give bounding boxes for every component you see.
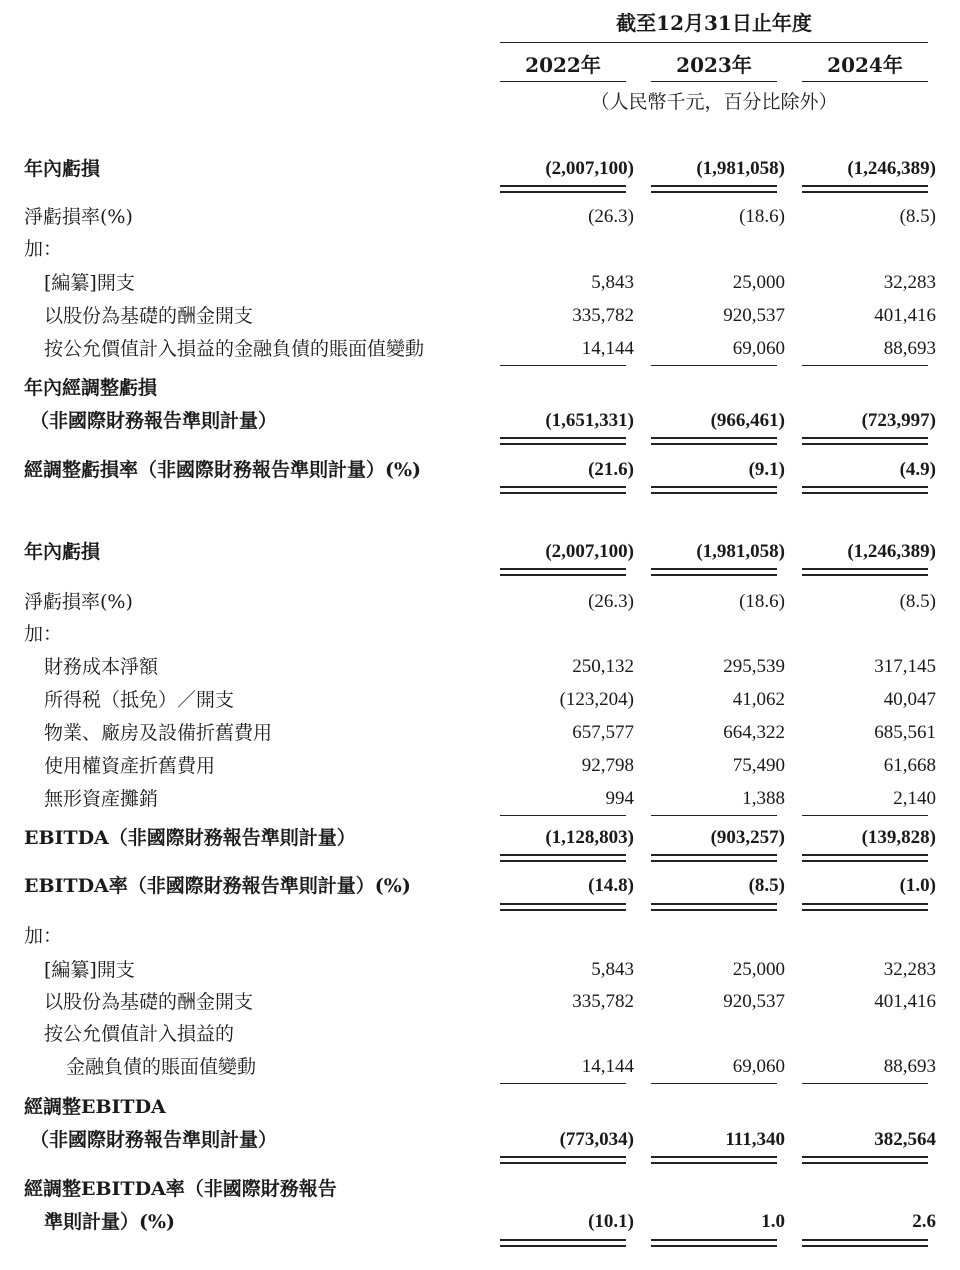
s1-loss-rule bbox=[500, 185, 626, 187]
s2-item2-label-2: 金融負債的賬面值變動 bbox=[66, 1056, 257, 1078]
s2-item2-label: 按公允價值計入損益的 bbox=[44, 1023, 235, 1045]
s1-item-value: 335,782 bbox=[572, 305, 634, 326]
s1-loss-2024: (1,246,389) bbox=[847, 158, 936, 179]
s2-item-value: 295,539 bbox=[723, 656, 785, 677]
s1-rate-rule bbox=[500, 492, 626, 494]
s2-adjusted-ebitda-2023: 111,340 bbox=[725, 1129, 785, 1150]
s1-rate-rule bbox=[651, 486, 777, 488]
s2-ebitda-rule bbox=[802, 854, 928, 856]
s2-ebitda-2022: (1,128,803) bbox=[545, 827, 634, 848]
s2-ebitda-rate-rule bbox=[651, 903, 777, 905]
s1-loss-rule bbox=[500, 191, 626, 193]
s1-item-value: 88,693 bbox=[883, 338, 936, 359]
s2-add-label: 加： bbox=[24, 623, 63, 645]
unit-note: （人民幣千元，百分比除外） bbox=[590, 91, 838, 113]
year-2023-header: 2023年 bbox=[676, 53, 752, 77]
s1-adj-rule bbox=[651, 437, 777, 439]
s2-item-value: 657,577 bbox=[572, 722, 634, 743]
s2-ebitda-rate-rule bbox=[651, 909, 777, 911]
s2-ebitda-rate-2022: (14.8) bbox=[588, 875, 634, 896]
s2-ebitda-rule bbox=[651, 854, 777, 856]
s1-add-label: 加： bbox=[24, 238, 63, 260]
s2-adj-ebitda-rule bbox=[651, 1156, 777, 1158]
s2-loss-label: 年內虧損 bbox=[24, 541, 101, 563]
s2-ebitda-label: EBITDA（非國際財務報告準則計量） bbox=[24, 827, 356, 849]
s2-ebitda-rate-2023: (8.5) bbox=[748, 875, 785, 896]
s2-item2-value: 88,693 bbox=[883, 1056, 936, 1077]
s1-item-label: [編纂]開支 bbox=[44, 272, 135, 294]
s2-ebitda-rate-rule bbox=[500, 909, 626, 911]
s1-rate-rule bbox=[802, 486, 928, 488]
s1-adjusted-loss-rate-label: 經調整虧損率（非國際財務報告準則計量）(%) bbox=[24, 459, 422, 481]
s2-adjusted-ebitda-label-2: （非國際財務報告準則計量） bbox=[30, 1129, 278, 1151]
s2-subtotal-rule bbox=[500, 815, 626, 816]
s2-ebitda-rate-2024: (1.0) bbox=[899, 875, 936, 896]
s1-item-value: 32,283 bbox=[883, 272, 936, 293]
s2-adj-ebitda-rule bbox=[651, 1162, 777, 1164]
s1-adj-rule bbox=[500, 443, 626, 445]
s2-item-value: 61,668 bbox=[883, 755, 936, 776]
s2-net-loss-rate-2024: (8.5) bbox=[899, 591, 936, 612]
s2-loss-rule bbox=[500, 574, 626, 576]
s1-adjusted-loss-rate-2022: (21.6) bbox=[588, 459, 634, 480]
s1-item-label: 按公允價值計入損益的金融負債的賬面值變動 bbox=[44, 338, 425, 360]
s1-net-loss-rate-label: 淨虧損率(%) bbox=[24, 206, 133, 228]
s1-item-value: 401,416 bbox=[874, 305, 936, 326]
s2-adj-ebitda-rule bbox=[500, 1156, 626, 1158]
s1-net-loss-rate-2024: (8.5) bbox=[899, 206, 936, 227]
s2-item2-value: 25,000 bbox=[732, 959, 785, 980]
year-rule-1 bbox=[500, 81, 626, 82]
year-2022-header: 2022年 bbox=[525, 53, 601, 77]
s1-item-label: 以股份為基礎的酬金開支 bbox=[44, 305, 254, 327]
s1-adjusted-loss-rate-2023: (9.1) bbox=[748, 459, 785, 480]
s2-ebitda-rule bbox=[500, 854, 626, 856]
s2-item2-label: [編纂]開支 bbox=[44, 959, 135, 981]
s2-subtotal-rule-2 bbox=[802, 1083, 928, 1084]
year-rule-2 bbox=[651, 81, 777, 82]
s2-loss-rule bbox=[651, 574, 777, 576]
s2-adj-rate-rule bbox=[500, 1245, 626, 1247]
s1-loss-rule bbox=[651, 191, 777, 193]
s2-loss-rule bbox=[500, 568, 626, 570]
s1-loss-rule bbox=[802, 191, 928, 193]
s1-net-loss-rate-2022: (26.3) bbox=[588, 206, 634, 227]
s2-ebitda-2024: (139,828) bbox=[861, 827, 936, 848]
s2-item2-value: 32,283 bbox=[883, 959, 936, 980]
s1-item-value: 14,144 bbox=[581, 338, 634, 359]
s2-adjusted-ebitda-label: 經調整EBITDA bbox=[24, 1096, 166, 1118]
s2-ebitda-rule bbox=[802, 860, 928, 862]
s2-loss-rule bbox=[802, 568, 928, 570]
s1-subtotal-rule bbox=[500, 365, 626, 366]
s2-loss-2022: (2,007,100) bbox=[545, 541, 634, 562]
s2-ebitda-rate-rule bbox=[802, 909, 928, 911]
s2-item-value: 317,145 bbox=[874, 656, 936, 677]
s2-adjusted-ebitda-2022: (773,034) bbox=[559, 1129, 634, 1150]
s1-item-value: 920,537 bbox=[723, 305, 785, 326]
s1-loss-rule bbox=[651, 185, 777, 187]
s2-subtotal-rule bbox=[651, 815, 777, 816]
period-title: 截至12月31日止年度 bbox=[616, 11, 812, 35]
s2-net-loss-rate-label: 淨虧損率(%) bbox=[24, 591, 133, 613]
s2-adj-rate-rule bbox=[500, 1239, 626, 1241]
s2-adj-rate-rule bbox=[802, 1239, 928, 1241]
s1-subtotal-rule bbox=[802, 365, 928, 366]
s2-item-label: 物業、廠房及設備折舊費用 bbox=[44, 722, 273, 744]
s2-adj-ebitda-rule bbox=[802, 1162, 928, 1164]
s2-adjusted-ebitda-2024: 382,564 bbox=[874, 1129, 936, 1150]
s1-adjusted-loss-2023: (966,461) bbox=[710, 410, 785, 431]
s1-loss-2023: (1,981,058) bbox=[696, 158, 785, 179]
s1-rate-rule bbox=[500, 486, 626, 488]
s1-rate-rule bbox=[802, 492, 928, 494]
s2-item-label: 無形資產攤銷 bbox=[44, 788, 159, 810]
s2-item2-value: 401,416 bbox=[874, 991, 936, 1012]
s2-ebitda-rule bbox=[500, 860, 626, 862]
year-rule-3 bbox=[802, 81, 928, 82]
year-2024-header: 2024年 bbox=[827, 53, 903, 77]
s1-subtotal-rule bbox=[651, 365, 777, 366]
s1-item-value: 69,060 bbox=[732, 338, 785, 359]
s2-adj-ebitda-rule bbox=[500, 1162, 626, 1164]
s1-loss-rule bbox=[802, 185, 928, 187]
s2-net-loss-rate-2023: (18.6) bbox=[739, 591, 785, 612]
s2-item-value: 664,322 bbox=[723, 722, 785, 743]
s1-item-value: 5,843 bbox=[591, 272, 634, 293]
s2-subtotal-rule-2 bbox=[500, 1083, 626, 1084]
s2-item-label: 所得税（抵免）／開支 bbox=[44, 689, 235, 711]
s2-item2-value: 69,060 bbox=[732, 1056, 785, 1077]
s1-loss-2022: (2,007,100) bbox=[545, 158, 634, 179]
s2-adj-rate-rule bbox=[651, 1245, 777, 1247]
s2-subtotal-rule-2 bbox=[651, 1083, 777, 1084]
s1-adjusted-loss-rate-2024: (4.9) bbox=[899, 459, 936, 480]
s2-item-value: 250,132 bbox=[572, 656, 634, 677]
s2-loss-2023: (1,981,058) bbox=[696, 541, 785, 562]
s2-adj-rate-rule bbox=[651, 1239, 777, 1241]
s2-loss-2024: (1,246,389) bbox=[847, 541, 936, 562]
s2-item-value: 685,561 bbox=[874, 722, 936, 743]
s1-loss-label: 年內虧損 bbox=[24, 158, 101, 180]
s2-ebitda-2023: (903,257) bbox=[710, 827, 785, 848]
s2-item2-value: 5,843 bbox=[591, 959, 634, 980]
s2-adjusted-ebitda-rate-2022: (10.1) bbox=[588, 1211, 634, 1232]
s2-net-loss-rate-2022: (26.3) bbox=[588, 591, 634, 612]
s2-item-value: 1,388 bbox=[742, 788, 785, 809]
s2-subtotal-rule bbox=[802, 815, 928, 816]
s2-add-label-2: 加： bbox=[24, 925, 63, 947]
s2-loss-rule bbox=[802, 574, 928, 576]
s2-loss-rule bbox=[651, 568, 777, 570]
s1-rate-rule bbox=[651, 492, 777, 494]
s2-adjusted-ebitda-rate-label-2: 準則計量）(%) bbox=[44, 1211, 176, 1233]
s2-item-value: (123,204) bbox=[559, 689, 634, 710]
s2-item-value: 75,490 bbox=[732, 755, 785, 776]
s1-net-loss-rate-2023: (18.6) bbox=[739, 206, 785, 227]
s2-item-value: 40,047 bbox=[883, 689, 936, 710]
s2-item-label: 財務成本淨額 bbox=[44, 656, 159, 678]
s2-adjusted-ebitda-rate-label: 經調整EBITDA率（非國際財務報告 bbox=[24, 1178, 337, 1200]
s1-item-value: 25,000 bbox=[732, 272, 785, 293]
s2-item-value: 994 bbox=[605, 788, 634, 809]
s2-adj-ebitda-rule bbox=[802, 1156, 928, 1158]
s1-adjusted-loss-2024: (723,997) bbox=[861, 410, 936, 431]
s2-item2-value: 335,782 bbox=[572, 991, 634, 1012]
s2-item2-value: 14,144 bbox=[581, 1056, 634, 1077]
s1-adj-rule bbox=[651, 443, 777, 445]
s2-item-value: 41,062 bbox=[732, 689, 785, 710]
s1-adjusted-loss-label: 年內經調整虧損 bbox=[24, 377, 158, 399]
s2-adjusted-ebitda-rate-2024: 2.6 bbox=[912, 1211, 936, 1232]
s2-item-value: 2,140 bbox=[893, 788, 936, 809]
s2-ebitda-rate-rule bbox=[802, 903, 928, 905]
s2-item2-label: 以股份為基礎的酬金開支 bbox=[44, 991, 254, 1013]
s1-adjusted-loss-2022: (1,651,331) bbox=[545, 410, 634, 431]
s2-ebitda-rate-label: EBITDA率（非國際財務報告準則計量）(%) bbox=[24, 875, 411, 897]
s2-item-label: 使用權資產折舊費用 bbox=[44, 755, 216, 777]
s2-adj-rate-rule bbox=[802, 1245, 928, 1247]
header-rule bbox=[500, 42, 928, 43]
s2-item2-value: 920,537 bbox=[723, 991, 785, 1012]
s2-ebitda-rule bbox=[651, 860, 777, 862]
s2-item-value: 92,798 bbox=[581, 755, 634, 776]
s2-ebitda-rate-rule bbox=[500, 903, 626, 905]
s1-adj-rule bbox=[802, 437, 928, 439]
s1-adj-rule bbox=[802, 443, 928, 445]
s1-adjusted-loss-label-2: （非國際財務報告準則計量） bbox=[30, 410, 278, 432]
s2-adjusted-ebitda-rate-2023: 1.0 bbox=[761, 1211, 785, 1232]
s1-adj-rule bbox=[500, 437, 626, 439]
